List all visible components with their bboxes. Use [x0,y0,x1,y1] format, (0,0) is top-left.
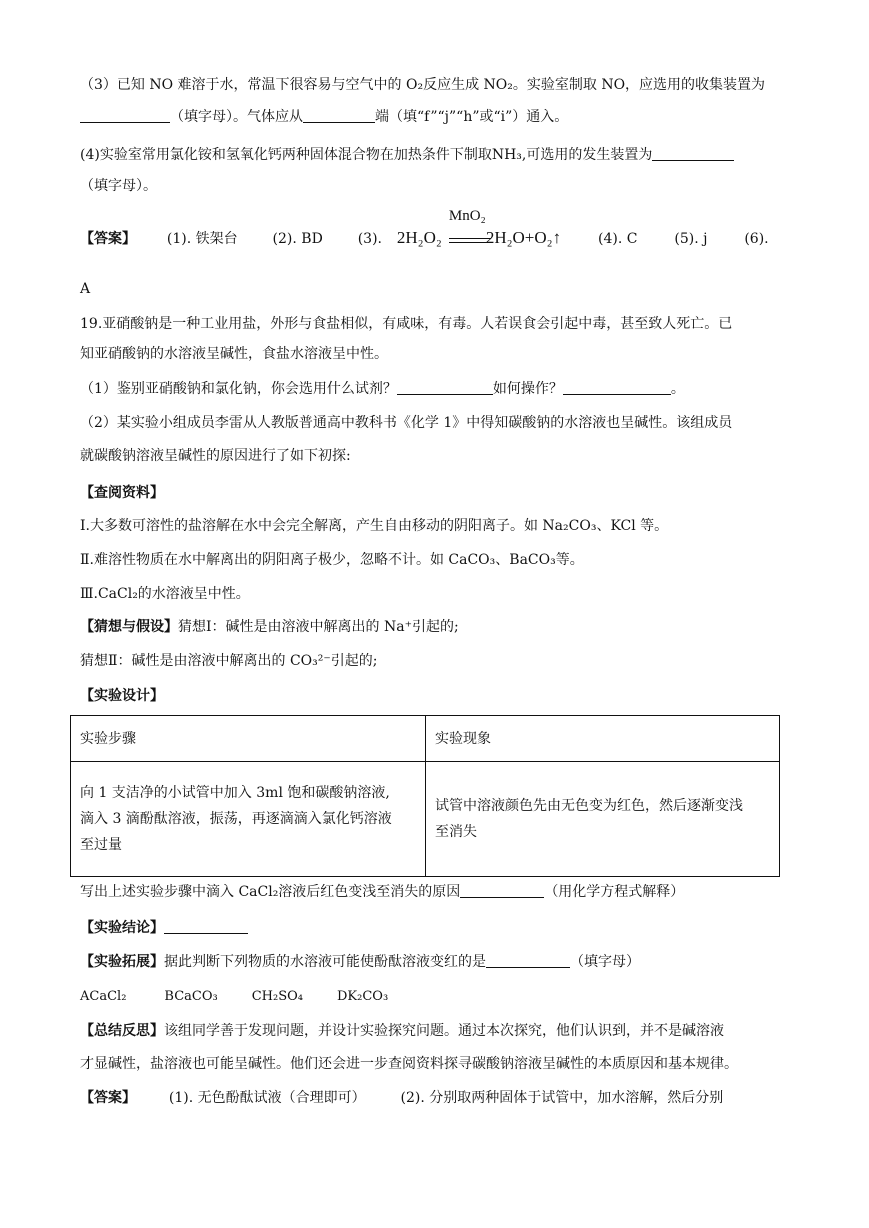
answer-blank [563,380,671,395]
summary-line2: 才显碱性，盐溶液也可能呈碱性。他们还会进一步查阅资料探寻碳酸钠溶液呈碱性的本质原因和基本规律。 [80,1056,738,1072]
option-d: DK₂CO₃ [337,989,389,1004]
answer-blank [460,883,544,898]
answer-blank [80,108,170,123]
q18-part4-line2: （填字母）。 [80,178,157,194]
q18-answer-6-cont: A [80,281,91,297]
q18-answer-1: (1). 铁架台 [166,231,238,247]
q18-answer-4: (4). C [598,231,638,247]
q19-stem-line1: 19.亚硝酸钠是一种工业用盐，外形与食盐相似，有咸味，有毒。人若误食会引起中毒，甚至致人死亡。已 [80,316,733,332]
reference-item-3: Ⅲ.CaCl₂的水溶液呈中性。 [80,586,250,602]
hypothesis-line2: 猜想Ⅱ：碱性是由溶液中解离出的 CO₃²⁻引起的; [80,653,378,669]
option-b: BCaCO₃ [164,989,218,1004]
table-cell-observations: 试管中溶液颜色先由无色变为红色，然后逐渐变浅 至消失 [426,762,780,877]
answer-blank [397,380,493,395]
q19-stem-line2: 知亚硝酸钠的水溶液呈碱性，食盐水溶液呈中性。 [80,346,388,362]
experiment-table [70,715,780,877]
table-cell-steps: 向 1 支洁净的小试管中加入 3ml 饱和碳酸钠溶液, 滴入 3 滴酚酞溶液，振荡，再逐滴滴入氯化钙溶液 至过量 [71,762,426,877]
answer-tag: 【答案】 [80,1090,136,1106]
answer-blank [303,108,375,123]
extension-line: 【实验拓展】据此判断下列物质的水溶液可能使酚酞溶液变红的是 （填字母） [80,954,640,970]
reaction-double-line [449,238,491,243]
q18-answer-5: (5). j [674,231,708,247]
answer-blank [486,953,570,968]
q19-part1: （1）鉴别亚硝酸钠和氯化钠，你会选用什么试剂？ 如何操作？ 。 [80,381,685,397]
hypothesis-line1: 【猜想与假设】猜想Ⅰ：碱性是由溶液中解离出的 Na⁺引起的; [80,619,459,635]
options-line [80,987,388,1007]
q19-part2-line1: （2）某实验小组成员李雷从人教版普通高中教科书《化学 1》中得知碳酸钠的水溶液也呈碱性。该组成员 [80,415,733,431]
q19-answer-1: (1). 无色酚酞试液（合理即可） [168,1090,366,1106]
answer-blank [652,146,734,161]
q18-answer-2: (2). BD [272,231,323,247]
summary-line1: 【总结反思】该组同学善于发现问题，并设计实验探究问题。通过本次探究，他们认识到，并不是碱溶液 [80,1023,724,1039]
conclusion-line: 【实验结论】 [80,918,248,938]
option-a: ACaCl₂ [80,989,127,1004]
reaction-condition: MnO₂ [448,208,486,224]
table-header-observations: 实验现象 [426,716,780,762]
reference-item-1: Ⅰ.大多数可溶性的盐溶解在水中会完全解离，产生自由移动的阴阳离子。如 Na₂CO₃、KCl 等。 [80,518,669,534]
table-row [71,762,780,877]
answer-blank [164,919,248,934]
chemical-equation: 2H₂O₂ 2H₂O+O₂↑ MnO₂ [396,208,562,247]
q19-answer-2: (2). 分别取两种固体于试管中，加水溶解，然后分别 [400,1090,724,1106]
design-heading: 【实验设计】 [80,688,164,704]
q19-part2-line2: 就碳酸钠溶液呈碱性的原因进行了如下初探: [80,448,351,464]
table-header-steps: 实验步骤 [71,716,426,762]
reference-heading: 【查阅资料】 [80,485,164,501]
q18-part3-line2: （填字母）。气体应从 端（填“f”“j”“h”或“i”）通入。 [80,107,568,127]
explain-line: 写出上述实验步骤中滴入 CaCl₂溶液后红色变浅至消失的原因 （用化学方程式解释） [80,884,685,900]
q18-part4-line1: (4)实验室常用氯化铵和氢氧化钙两种固体混合物在加热条件下制取NH₃,可选用的发生装置为 [80,145,734,165]
q19-answer-line [80,1088,723,1108]
q18-answer-line [80,208,769,249]
reference-item-2: Ⅱ.难溶性物质在水中解离出的阴阳离子极少，忽略不计。如 CaCO₃、BaCO₃等。 [80,552,584,568]
answer-tag: 【答案】 [80,231,136,247]
q18-part3-line1: （3）已知 NO 难溶于水，常温下很容易与空气中的 O₂反应生成 NO₂。实验室制取 NO，应选用的收集装置为 [80,77,766,93]
table-header-row [71,716,780,762]
q18-answer-3: (3). [357,231,382,247]
option-c: CH₂SO₄ [251,989,303,1004]
q18-answer-6: (6). [744,231,769,247]
